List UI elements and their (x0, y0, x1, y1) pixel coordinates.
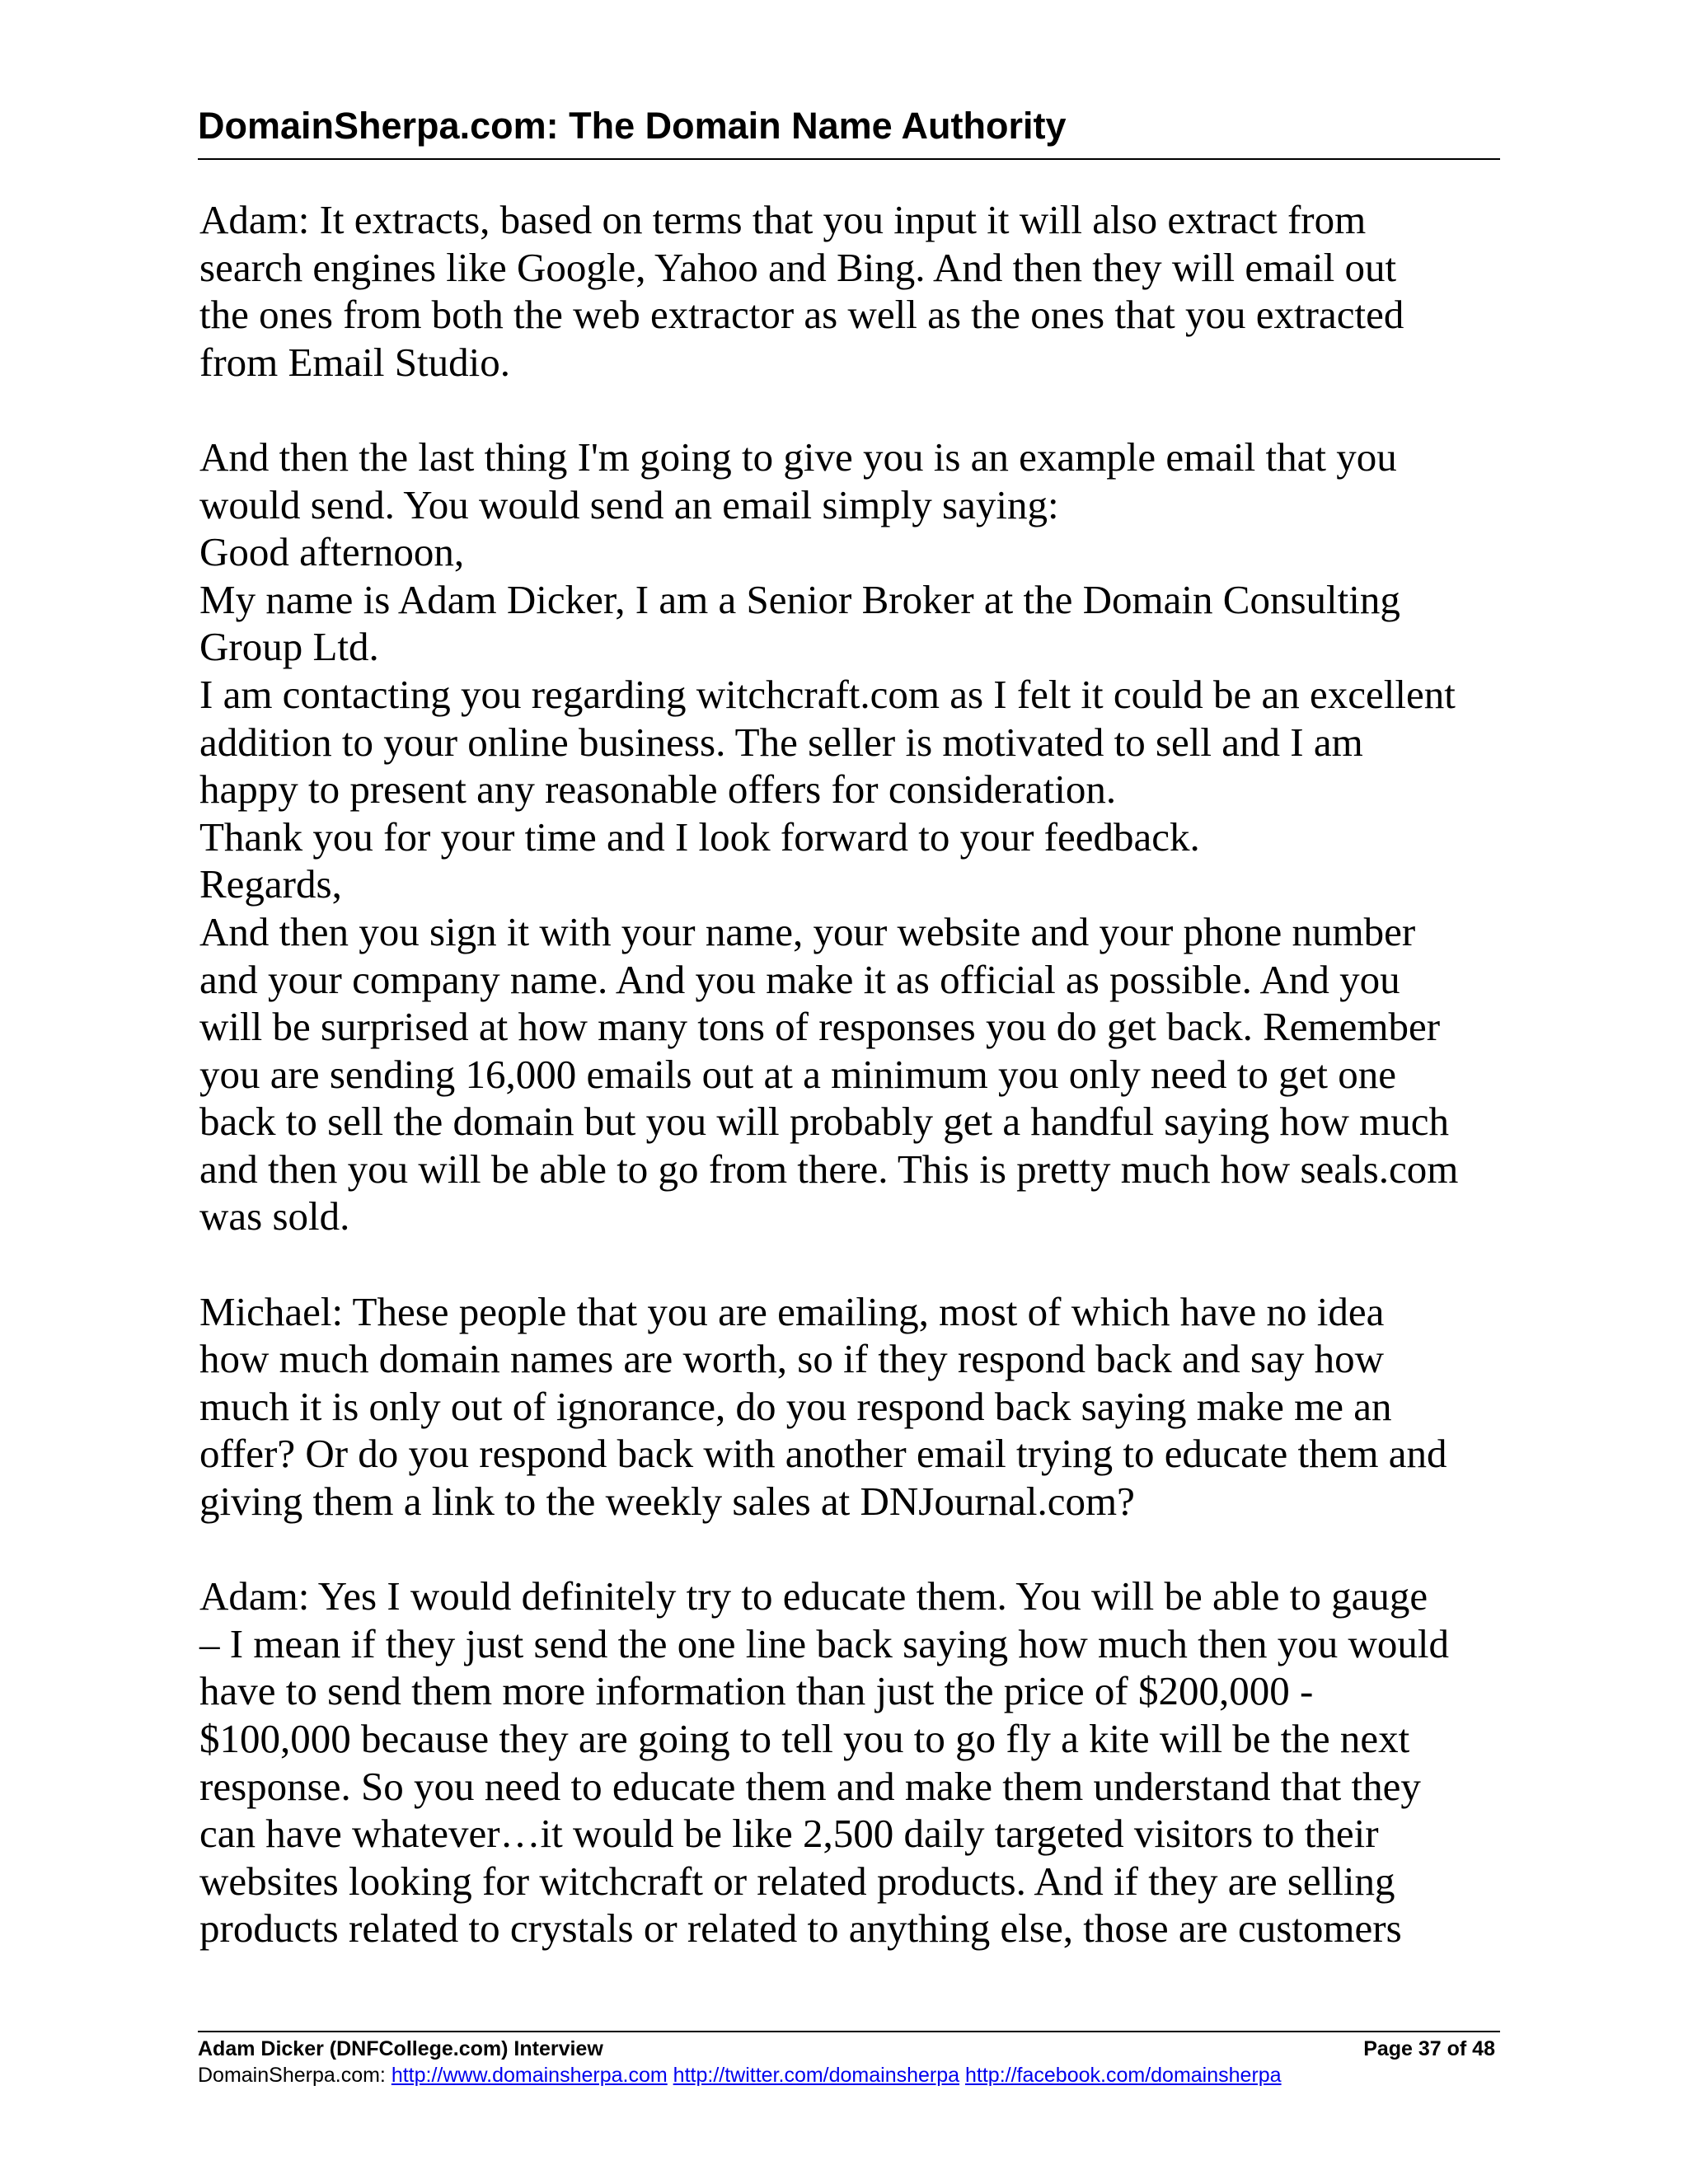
blank-line (199, 1240, 1510, 1288)
footer-row (198, 2036, 1500, 2063)
text-line: addition to your online business. The seller is motivated to sell and I am (199, 719, 1363, 765)
text-line: offer? Or do you respond back with another email trying to educate them and (199, 1431, 1447, 1477)
text-line: response. So you need to educate them and make them understand that they (199, 1763, 1421, 1809)
page-header (198, 101, 1500, 160)
text-line: websites looking for witchcraft or related products. And if they are selling (199, 1858, 1395, 1904)
text-line: back to sell the domain but you will probably get a handful saying how much (199, 1099, 1449, 1145)
text-line: Adam: It extracts, based on terms that you input it will also extract from (199, 197, 1367, 242)
text-line: from Email Studio. (199, 339, 510, 385)
text-line: Thank you for your time and I look forward to your feedback. (199, 813, 1200, 860)
twitter-link[interactable]: http://twitter.com/domainsherpa (673, 2064, 960, 2087)
page-footer (198, 2031, 1500, 2088)
text-line: Group Ltd. (199, 624, 379, 670)
text-line: can have whatever…it would be like 2,500 daily targeted visitors to their (199, 1811, 1379, 1857)
footer-links (198, 2063, 1500, 2088)
text-line: have to send them more information than just the price of $200,000 - (199, 1668, 1314, 1714)
text-line: $100,000 because they are going to tell you to go fly a kite will be the next (199, 1716, 1410, 1761)
transcript-body (199, 196, 1510, 1952)
text-line: Good afternoon, (199, 529, 465, 575)
text-line: happy to present any reasonable offers for consideration. (199, 766, 1117, 813)
blank-line (199, 386, 1510, 434)
text-line: Michael: These people that you are emailing, most of which have no idea (199, 1288, 1385, 1334)
text-line: And then you sign it with your name, your website and your phone number (199, 908, 1416, 954)
text-line: how much domain names are worth, so if they respond back and say how (199, 1336, 1384, 1382)
text-line: My name is Adam Dicker, I am a Senior Broker at the Domain Consulting (199, 576, 1400, 622)
facebook-link[interactable]: http://facebook.com/domainsherpa (965, 2064, 1282, 2087)
text-line: products related to crystals or related to anything else, those are customers (199, 1905, 1402, 1952)
text-line: giving them a link to the weekly sales at DNJournal.com? (199, 1479, 1135, 1525)
text-line: the ones from both the web extractor as well as the ones that you extracted (199, 292, 1404, 338)
text-line: was sold. (199, 1193, 350, 1240)
text-line: Regards, (199, 861, 342, 907)
text-line: and then you will be able to go from there. This is pretty much how seals.com (199, 1146, 1459, 1192)
text-line: you are sending 16,000 emails out at a minimum you only need to get one (199, 1051, 1397, 1097)
text-line: I am contacting you regarding witchcraft.com as I felt it could be an excellent (199, 671, 1456, 717)
text-line: – I mean if they just send the one line back saying how much then you would (199, 1620, 1449, 1666)
blank-line (199, 1526, 1510, 1573)
footer-prefix: DomainSherpa.com: (198, 2064, 392, 2087)
footer-interview-title: Adam Dicker (DNFCollege.com) Interview (198, 2037, 603, 2060)
text-line: much it is only out of ignorance, do you respond back saying make me an (199, 1383, 1392, 1429)
page-number: Page 37 of 48 (1363, 2037, 1495, 2060)
text-line: And then the last thing I'm going to give you is an example email that you (199, 434, 1397, 480)
text-line: search engines like Google, Yahoo and Bing. And then they will email out (199, 244, 1397, 290)
text-line: would send. You would send an email simply saying: (199, 481, 1059, 527)
text-line: and your company name. And you make it as official as possible. And you (199, 956, 1400, 1002)
header-title: DomainSherpa.com: The Domain Name Authority (198, 105, 1067, 147)
text-line: will be surprised at how many tons of responses you do get back. Remember (199, 1004, 1441, 1050)
text-line: Adam: Yes I would definitely try to educate them. You will be able to gauge (199, 1573, 1428, 1619)
domainsherpa-link[interactable]: http://www.domainsherpa.com (391, 2064, 668, 2087)
